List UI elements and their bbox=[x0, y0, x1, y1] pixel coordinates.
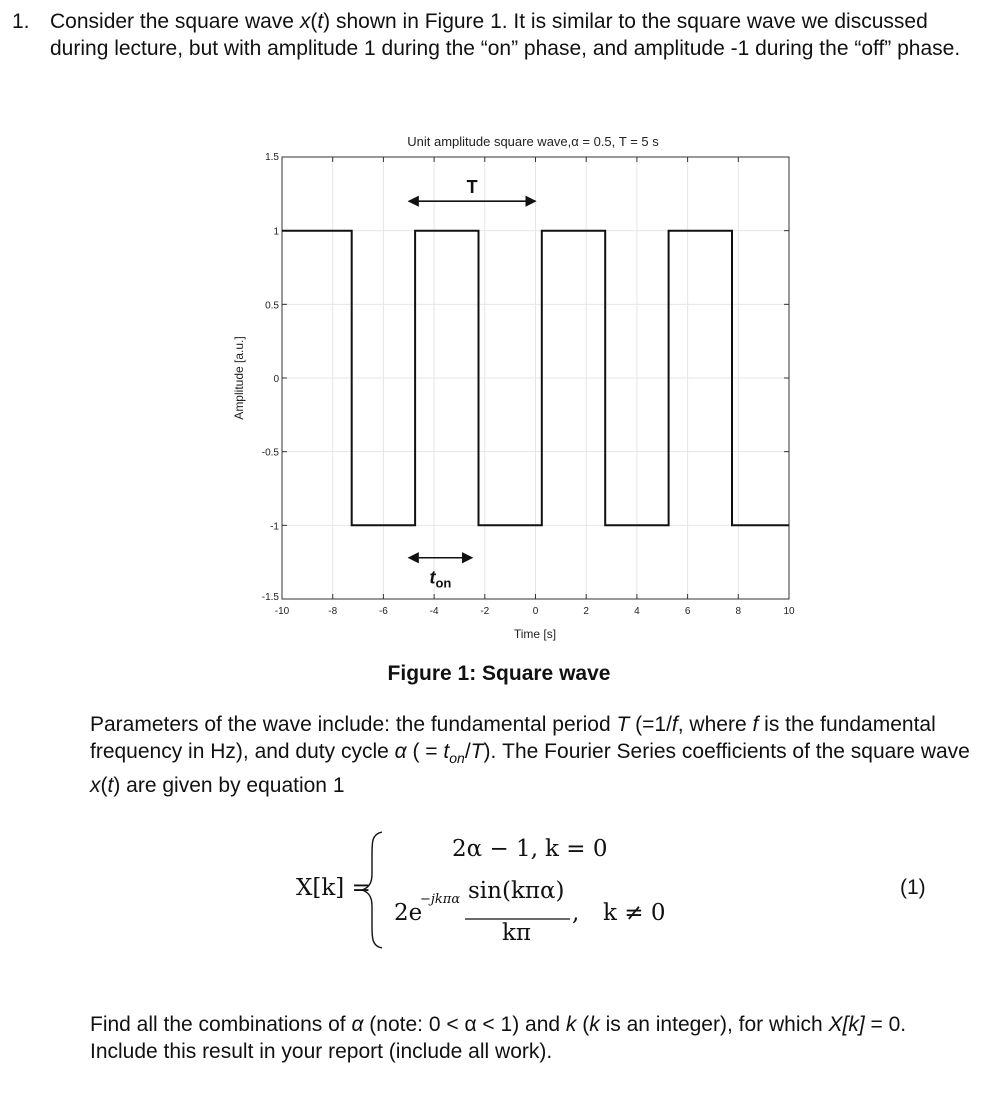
question-paren: ) bbox=[323, 10, 331, 33]
parameters-paragraph bbox=[90, 711, 970, 799]
grid-lines bbox=[282, 157, 789, 599]
y-tick-labels bbox=[262, 152, 280, 603]
on-time-label-t: t bbox=[429, 567, 436, 588]
case2-exponent: −jkπα bbox=[420, 892, 461, 907]
on-time-label bbox=[429, 568, 451, 591]
case2-coefficient: 2e bbox=[394, 900, 423, 926]
equation-lhs: X[k] = bbox=[296, 875, 371, 901]
x-tick-label: 8 bbox=[735, 606, 742, 617]
case2-denominator: kπ bbox=[502, 920, 532, 946]
task-text: Find all the combinations of bbox=[90, 1013, 352, 1036]
x-tick-label: 10 bbox=[783, 606, 795, 617]
y-tick-label: 1.5 bbox=[265, 152, 279, 163]
question-number: 1. bbox=[12, 10, 30, 33]
params-symbol: T bbox=[616, 713, 630, 736]
question-x-symbol: x bbox=[299, 10, 311, 33]
task-text: (note: 0 < α < 1) and bbox=[363, 1013, 566, 1036]
y-tick-label: -0.5 bbox=[261, 447, 279, 459]
on-time-label-sub: on bbox=[435, 575, 452, 591]
task-symbol: α bbox=[351, 1013, 364, 1036]
case2-condition: k ≠ 0 bbox=[603, 900, 666, 926]
question-paren: ( bbox=[310, 10, 318, 33]
x-axis-label: Time [s] bbox=[513, 627, 557, 641]
task-text: = 0. Include this result in your report (include all work). bbox=[90, 1013, 907, 1063]
task-symbol: k bbox=[565, 1013, 577, 1036]
x-tick-label: 0 bbox=[532, 606, 539, 617]
params-text: (=1/ bbox=[629, 713, 672, 736]
y-tick-label: -1 bbox=[270, 521, 279, 533]
y-tick-label: 0.5 bbox=[265, 300, 279, 312]
task-paragraph bbox=[90, 1011, 970, 1065]
params-text: ). The Fourier Series coefficients of the square wave bbox=[483, 740, 970, 763]
params-symbol: f bbox=[752, 713, 759, 736]
params-symbol: t bbox=[107, 774, 114, 798]
case2-comma: , bbox=[572, 900, 580, 926]
question-text-part: shown in Figure 1. It is similar to the square wave we discussed during lecture, but with amplitude 1 during the “on” phase, and amplitude -1 during the “off” phase. bbox=[50, 10, 961, 60]
params-text: ) are given by equation 1 bbox=[113, 774, 345, 798]
figure-caption: Figure 1: Square wave bbox=[387, 662, 611, 685]
params-text: Parameters of the wave include: the fundamental period bbox=[90, 713, 617, 736]
x-tick-label: -8 bbox=[328, 606, 338, 617]
case2-numerator: sin(kπα) bbox=[468, 878, 565, 904]
task-text: is an integer), for which bbox=[599, 1013, 829, 1036]
params-symbol: f bbox=[671, 713, 678, 736]
x-tick-label: -10 bbox=[274, 606, 290, 617]
params-symbol: t bbox=[443, 740, 450, 763]
params-subscript: on bbox=[449, 750, 465, 767]
params-text: is the fundamental frequency in Hz), and duty cycle bbox=[90, 713, 936, 763]
x-tick-label: -2 bbox=[480, 606, 490, 617]
question-t-symbol: t bbox=[317, 10, 324, 33]
params-symbol: T bbox=[470, 740, 484, 763]
task-text: ( bbox=[576, 1013, 590, 1036]
case1-expression: 2α − 1, bbox=[452, 836, 539, 862]
params-symbol: x bbox=[90, 774, 101, 798]
y-tick-label: -1.5 bbox=[261, 592, 279, 603]
y-axis-label: Amplitude [a.u.] bbox=[232, 336, 246, 420]
case1-condition: k = 0 bbox=[545, 836, 608, 862]
chart-title: Unit amplitude square wave,α = 0.5, T = 5 s bbox=[407, 134, 659, 149]
params-text: / bbox=[464, 740, 471, 763]
equation-1 bbox=[0, 820, 998, 960]
x-tick-label: 6 bbox=[684, 606, 691, 617]
y-tick-label: 0 bbox=[273, 374, 279, 385]
equation-number: (1) bbox=[900, 876, 926, 899]
x-tick-labels bbox=[275, 606, 795, 617]
params-symbol: α bbox=[394, 740, 407, 763]
x-tick-label: -4 bbox=[429, 606, 439, 617]
task-symbol: X[k] bbox=[828, 1013, 865, 1036]
x-tick-label: 2 bbox=[583, 606, 589, 617]
x-tick-label: 4 bbox=[634, 606, 640, 617]
question-text-part: Consider the square wave bbox=[50, 10, 300, 33]
y-tick-label: 1 bbox=[273, 226, 279, 238]
x-tick-label: -6 bbox=[378, 606, 388, 617]
params-text: ( = bbox=[406, 740, 444, 763]
period-label: T bbox=[466, 177, 478, 198]
params-text: ( bbox=[100, 774, 108, 798]
params-text: , where bbox=[677, 713, 753, 736]
task-symbol: k bbox=[589, 1013, 600, 1036]
